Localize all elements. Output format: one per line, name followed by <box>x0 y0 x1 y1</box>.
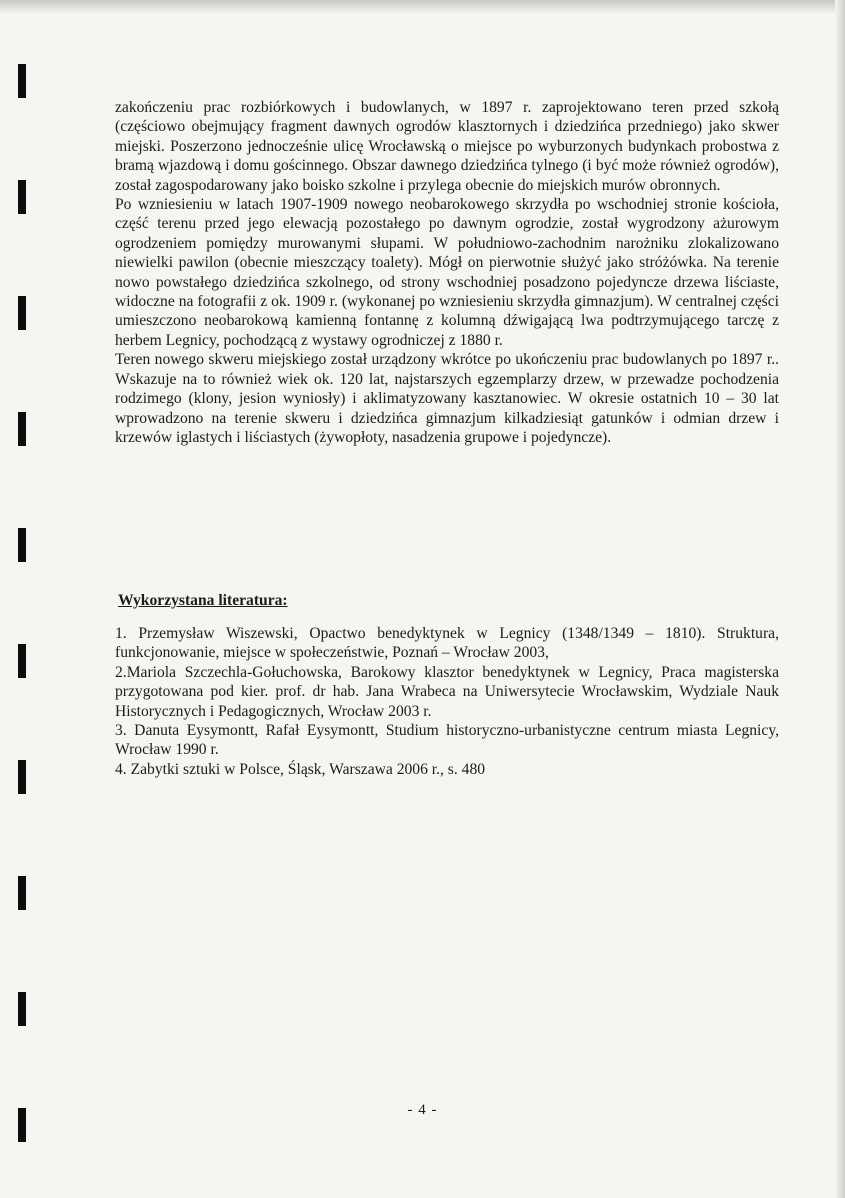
page-top-edge-shadow <box>0 0 845 14</box>
binding-mark <box>18 644 26 678</box>
bibliography-item: 4. Zabytki sztuki w Polsce, Śląsk, Warszawa 2006 r., s. 480 <box>115 760 486 778</box>
paragraph: zakończeniu prac rozbiórkowych i budowlanych, w 1897 r. zaprojektowano teren przed szkołą (częściowo obejmujący fragment dawnych ogrodów klasztornych i dziedzińca przedniego) jako skwer miejski. Poszerzono jednocześnie ulicę Wrocławską o miejsce po wyburzonych budynkach probostwa z bramą wjazdową i domu gościnnego. Obszar dawnego dziedzińca tylnego (i być może również ogrodów), został zagospodarowany jako boisko szkolne i przylega obecnie do miejskich murów obronnych. <box>115 99 779 194</box>
section-title: Wykorzystana literatura: <box>118 592 288 609</box>
binding-mark <box>18 760 26 794</box>
bibliography-item: 2.Mariola Szczechla-Gołuchowska, Barokowy klasztor benedyktynek w Legnicy, Praca magisterska przygotowana pod kier. prof. dr hab. Jana Wrabeca na Uniwersytecie Wrocławskim, Wydziale Nauk Historycznych i Pedagogicznych, Wrocław 2003 r. <box>115 663 779 720</box>
binding-mark <box>18 992 26 1026</box>
bibliography-item: 1. Przemysław Wiszewski, Opactwo benedyktynek w Legnicy (1348/1349 – 1810). Struktura, funkcjonowanie, miejsce w społeczeństwie, Poznań – Wrocław 2003, <box>115 625 779 662</box>
binding-mark <box>18 528 26 562</box>
page-right-edge-shadow <box>835 0 845 1198</box>
page-number: - 4 - <box>407 1102 438 1118</box>
binding-mark <box>18 876 26 910</box>
bibliography-list <box>115 624 779 779</box>
paragraph: Teren nowego skweru miejskiego został urządzony wkrótce po ukończeniu prac budowlanych po 1897 r.. Wskazuje na to również wiek ok. 120 lat, najstarszych egzemplarzy drzew, w przewadze pochodzenia rodzimego (klony, jesion wyniosły) i aklimatyzowany kasztanowiec. W okresie ostatnich 10 – 30 lat wprowadzono na terenie skweru i dziedzińca gimnazjum kilkadziesiąt gatunków i odmian drzew i krzewów iglastych i liściastych (żywopłoty, nasadzenia grupowe i pojedyncze). <box>115 351 779 446</box>
binding-mark <box>18 180 26 214</box>
bibliography-item: 3. Danuta Eysymontt, Rafał Eysymontt, Studium historyczno-urbanistyczne centrum miasta Legnicy, Wrocław 1990 r. <box>115 722 779 759</box>
binding-mark <box>18 64 26 98</box>
binding-mark <box>18 296 26 330</box>
binding-mark <box>18 412 26 446</box>
paragraph: Po wzniesieniu w latach 1907-1909 nowego neobarokowego skrzydła po wschodniej stronie kościoła, część terenu przed jego elewacją pozostałego po dawnym ogrodzie, został wygrodzony ażurowym ogrodzeniem pomiędzy murowanymi słupami. W południowo-zachodnim narożniku zlokalizowano niewielki pawilon (obecnie mieszczący toalety). Mógł on pierwotnie służyć jako stróżówka. Na terenie nowo powstałego dziedzińca szkolnego, od strony wschodniej posadzono pojedyncze drzewa liściaste, widoczne na fotografii z ok. 1909 r. (wykonanej po wzniesieniu skrzydła gimnazjum). W centralnej części umieszczono neobarokową kamienną fontannę z kolumną dźwigającą lwa podtrzymującego tarczę z herbem Legnicy, pochodzącą z wystawy ogrodniczej z 1880 r. <box>115 196 779 349</box>
body-text <box>115 98 779 447</box>
